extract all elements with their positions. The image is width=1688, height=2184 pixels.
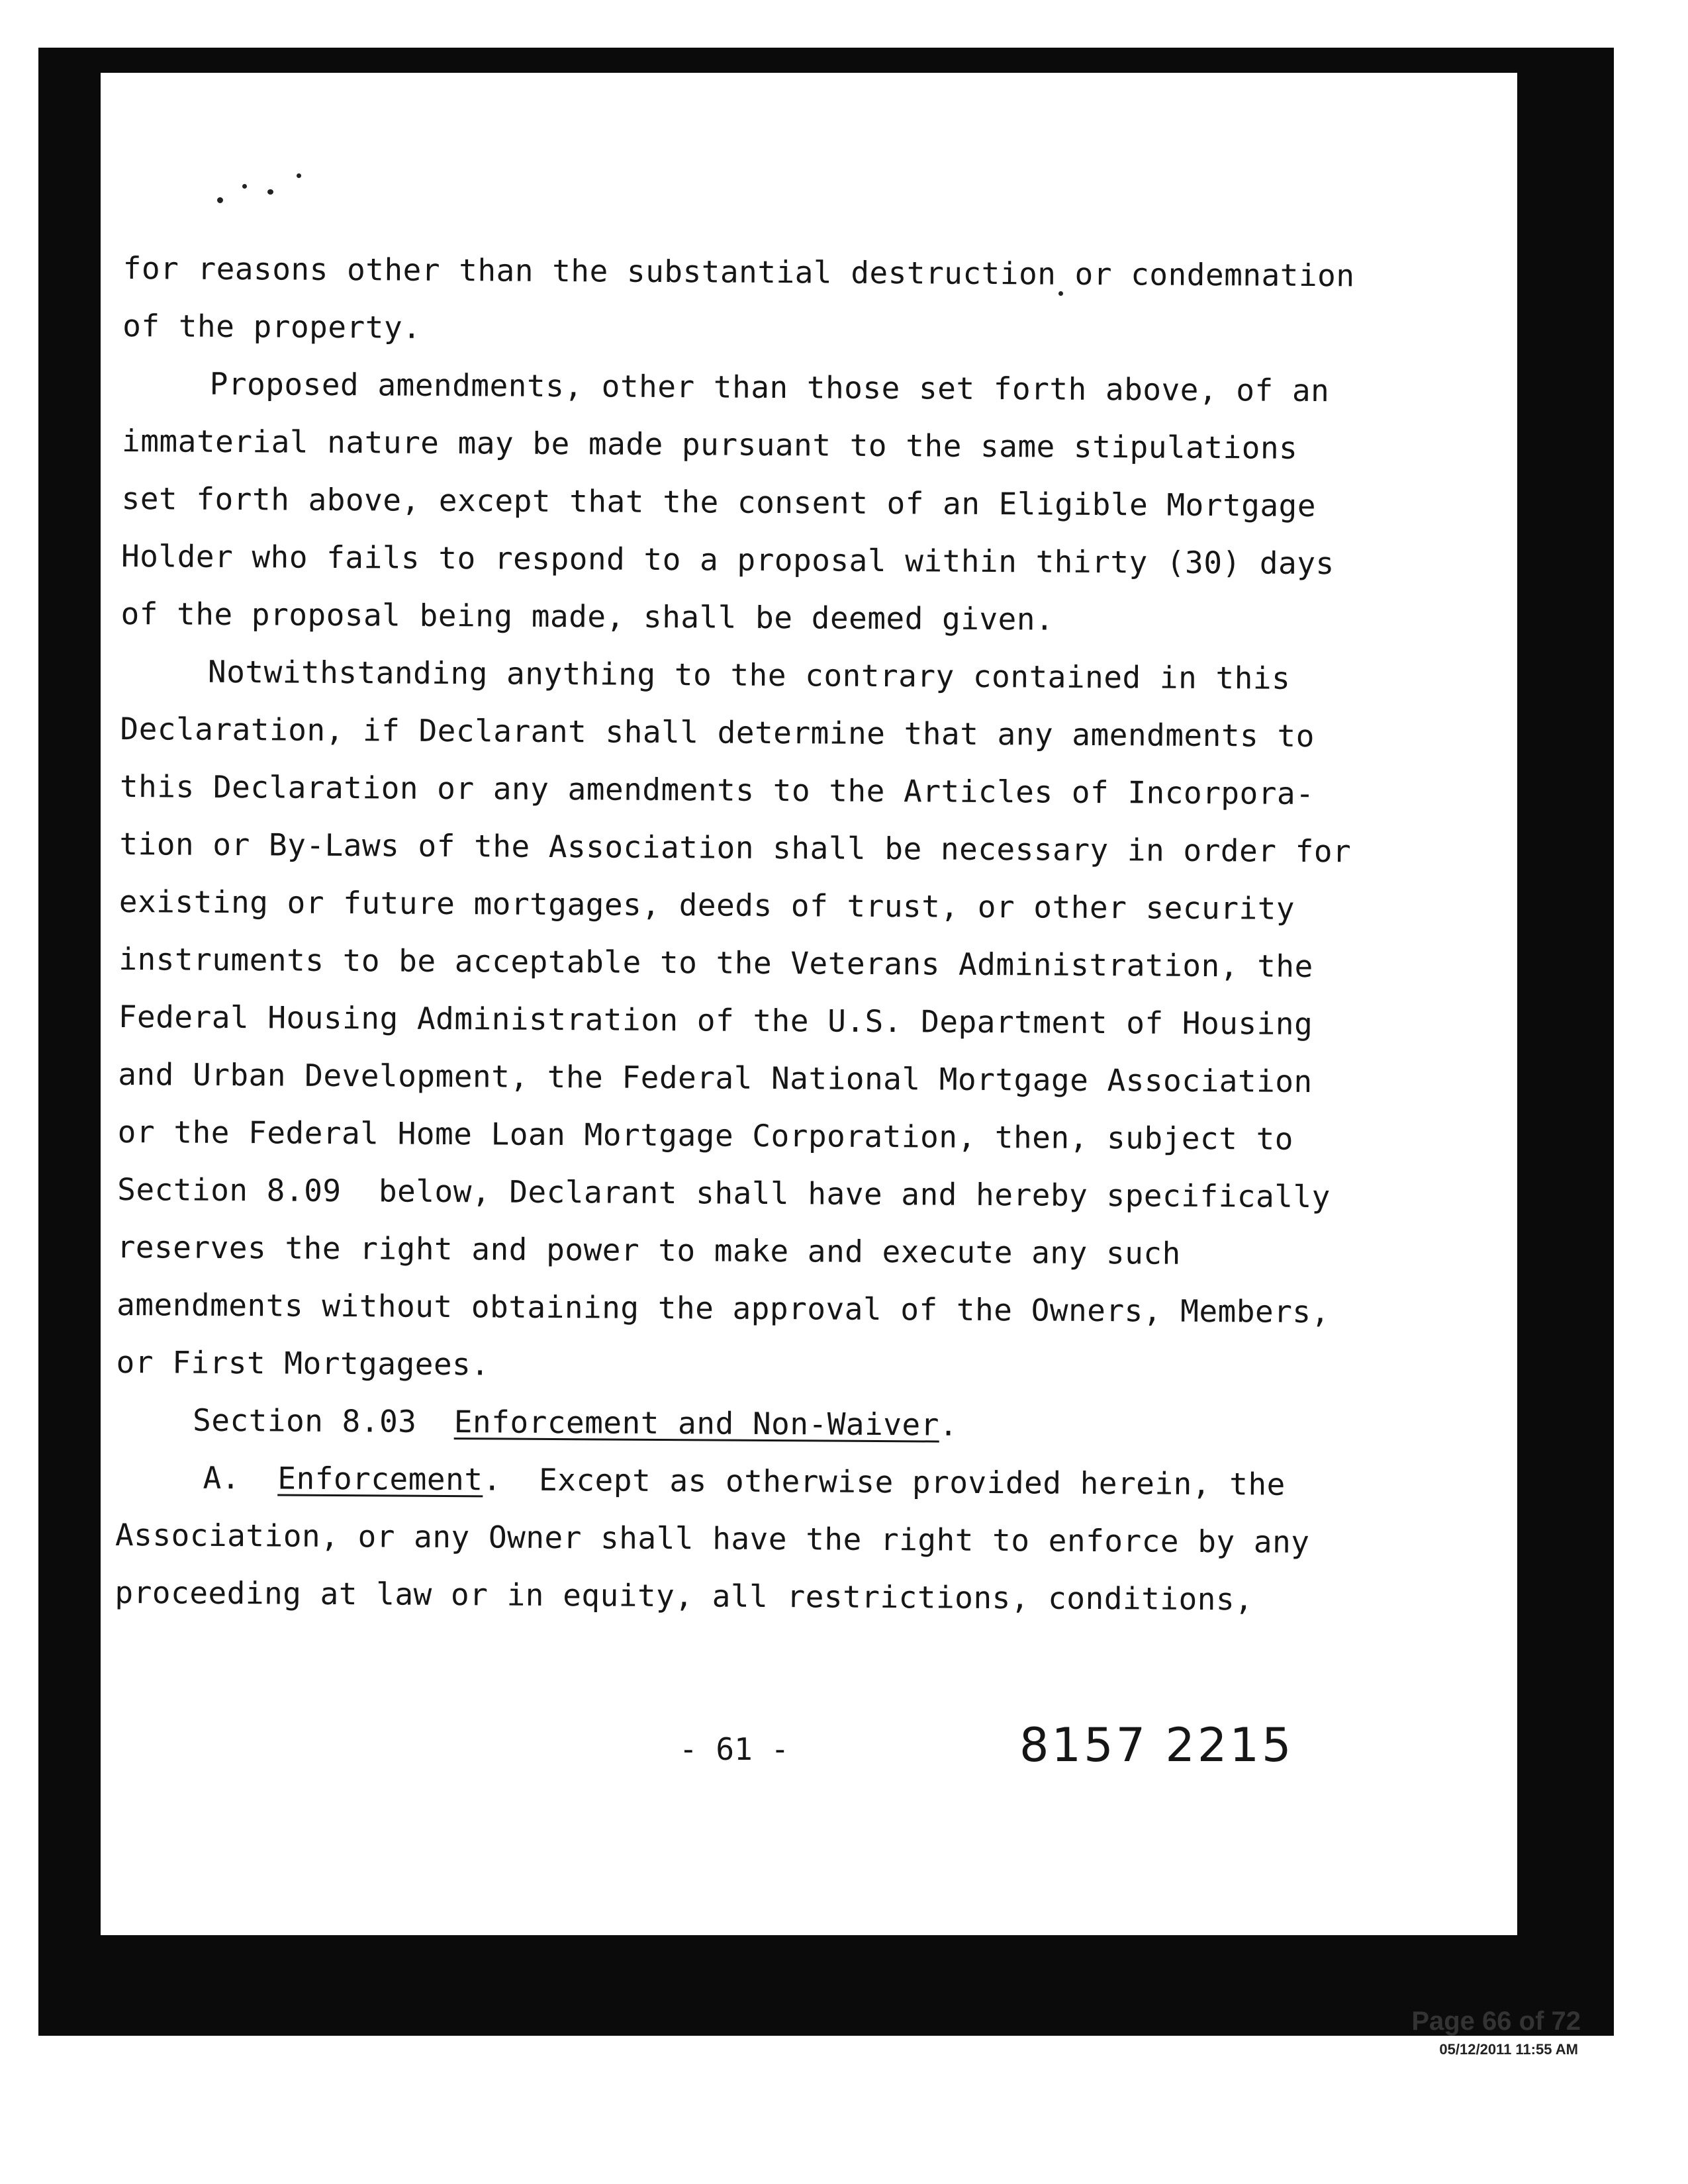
text-line: instruments to be acceptable to the Veterans Administration, the bbox=[118, 940, 1313, 985]
section-heading-end: . bbox=[939, 1406, 959, 1443]
document-body bbox=[115, 240, 1394, 1629]
section-title: Enforcement and Non-Waiver bbox=[453, 1404, 940, 1443]
scan-speck bbox=[217, 197, 223, 203]
text-line: for reasons other than the substantial destruction or condemnation bbox=[122, 250, 1355, 294]
text-line: proceeding at law or in equity, all restrictions, conditions, bbox=[115, 1574, 1254, 1617]
scan-speck bbox=[242, 184, 247, 189]
text-line: reserves the right and power to make and execute any such bbox=[117, 1228, 1181, 1271]
text-line: this Declaration or any amendments to the Articles of Incorpora- bbox=[119, 768, 1315, 812]
text-line bbox=[115, 1449, 1386, 1514]
scan-speck bbox=[297, 173, 301, 178]
text-line: Holder who fails to respond to a proposal within thirty (30) days bbox=[120, 537, 1335, 582]
text-line: and Urban Development, the Federal National Mortgage Association bbox=[118, 1056, 1313, 1099]
section-heading bbox=[116, 1391, 1387, 1457]
footer-page-count: Page 66 of 72 bbox=[1411, 2007, 1581, 2036]
text-line: tion or By-Laws of the Association shall be necessary in order for bbox=[119, 825, 1352, 870]
text-line: Association, or any Owner shall have the right to enforce by any bbox=[115, 1516, 1310, 1560]
text-line: set forth above, except that the consent of an Eligible Mortgage bbox=[121, 480, 1317, 524]
text-line: or the Federal Home Loan Mortgage Corporation, then, subject to bbox=[117, 1113, 1294, 1157]
text-line: amendments without obtaining the approval of the Owners, Members, bbox=[117, 1286, 1330, 1330]
subsection-first-line: . Except as otherwise provided herein, the bbox=[483, 1461, 1286, 1502]
text-line: immaterial nature may be made pursuant to the same stipulations bbox=[121, 422, 1298, 466]
text-line: of the property. bbox=[122, 307, 422, 345]
text-line: Proposed amendments, other than those set forth above, of an bbox=[209, 365, 1330, 409]
subsection-label: A. bbox=[203, 1459, 241, 1496]
text-line: Federal Housing Administration of the U.S. Department of Housing bbox=[118, 998, 1313, 1042]
text-line: Section 8.09 below, Declarant shall have and hereby specifically bbox=[117, 1171, 1331, 1215]
section-number: Section 8.03 bbox=[192, 1402, 417, 1439]
document-number: 8157 2215 bbox=[1019, 1718, 1294, 1772]
text-line: or First Mortgagees. bbox=[116, 1343, 490, 1383]
text-line: Declaration, if Declarant shall determine that any amendments to bbox=[120, 710, 1315, 754]
subsection-title: Enforcement bbox=[277, 1460, 483, 1498]
text-line: of the proposal being made, shall be deemed given. bbox=[120, 595, 1055, 637]
page-number: - 61 - bbox=[679, 1731, 790, 1767]
scan-speck bbox=[267, 189, 273, 195]
text-line: existing or future mortgages, deeds of trust, or other security bbox=[118, 883, 1295, 927]
text-line: Notwithstanding anything to the contrary contained in this bbox=[207, 653, 1291, 696]
footer-timestamp: 05/12/2011 11:55 AM bbox=[1439, 2041, 1578, 2058]
